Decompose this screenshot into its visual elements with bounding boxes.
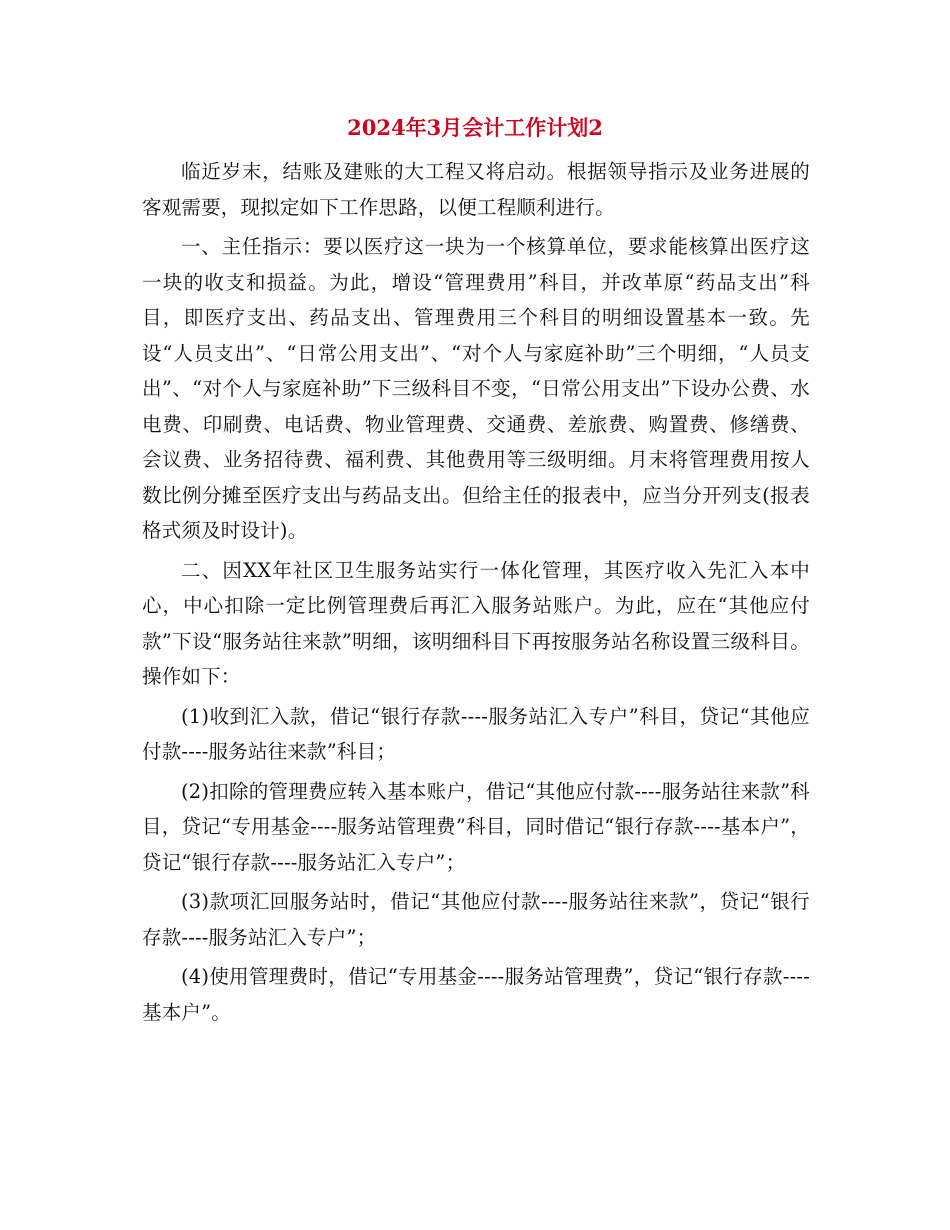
paragraph-step-3: (3)款项汇回服务站时，借记“其他应付款----服务站往来款”，贷记“银行存款----服务站汇入专户”；	[142, 890, 810, 949]
paragraph-step-1: (1)收到汇入款，借记“银行存款----服务站汇入专户”科目，贷记“其他应付款----服务站往来款”科目；	[142, 704, 810, 763]
paragraph-step-2: (2)扣除的管理费应转入基本账户，借记“其他应付款----服务站往来款”科目，贷记“专用基金----服务站管理费”科目，同时借记“银行存款----基本户”，贷记“银行存款----服务站汇入专户”；	[142, 779, 810, 874]
paragraph-section-2: 二、因XX年社区卫生服务站实行一体化管理，其医疗收入先汇入本中心，中心扣除一定比例管理费后再汇入服务站账户。为此，应在“其他应付款”下设“服务站往来款”明细，该明细科目下再按服务站名称设置三级科目。操作如下：	[142, 558, 810, 688]
paragraph-intro: 临近岁末，结账及建账的大工程又将启动。根据领导指示及业务进展的客观需要，现拟定如下工作思路，以便工程顺利进行。	[142, 160, 810, 219]
paragraph-step-4: (4)使用管理费时，借记“专用基金----服务站管理费”，贷记“银行存款----基本户”。	[142, 965, 810, 1024]
document-title: 2024年3月会计工作计划2	[347, 115, 603, 140]
paragraph-section-1: 一、主任指示：要以医疗这一块为一个核算单位，要求能核算出医疗这一块的收支和损益。为此，增设“管理费用”科目，并改革原“药品支出”科目，即医疗支出、药品支出、管理费用三个科目的明细设置基本一致。先设“人员支出”、“日常公用支出”、“对个人与家庭补助”三个明细，“人员支出”、“对个人与家庭补助”下三级科目不变，“日常公用支出”下设办公费、水电费、印刷费、电话费、物业管理费、交通费、差旅费、购置费、修缮费、会议费、业务招待费、福利费、其他费用等三级明细。月末将管理费用按人数比例分摊至医疗支出与药品支出。但给主任的报表中，应当分开列支(报表格式须及时设计)。	[142, 235, 810, 542]
document-body	[142, 154, 810, 1034]
